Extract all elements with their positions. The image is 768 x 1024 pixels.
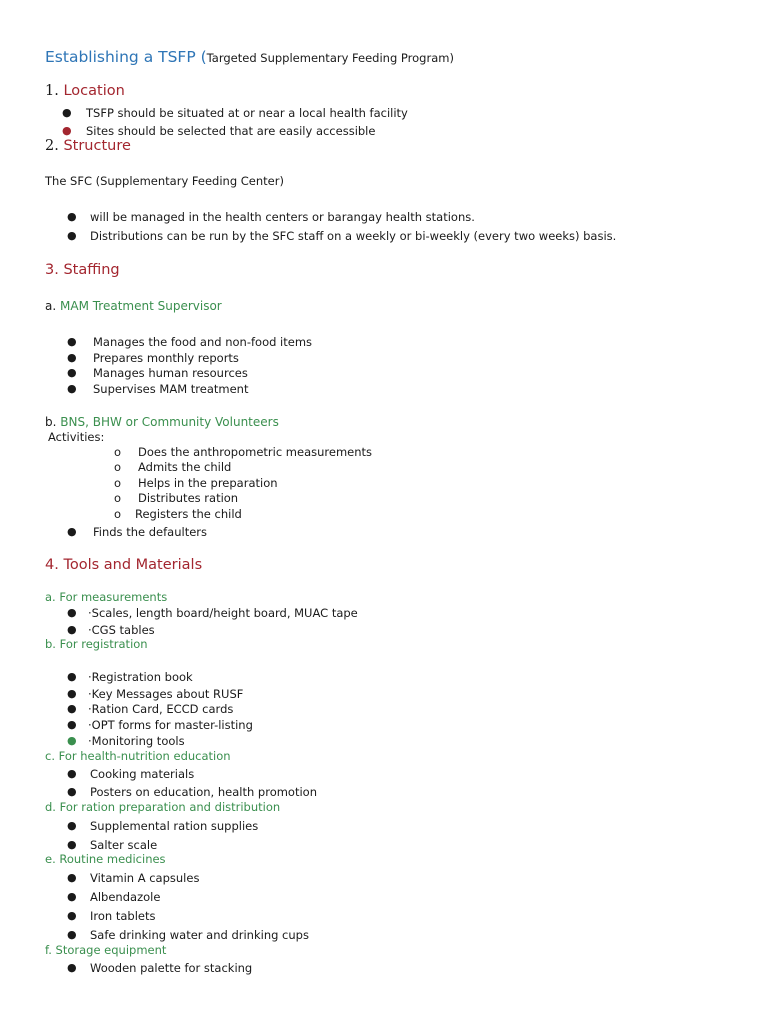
list-item: Manages human resources [93, 366, 248, 380]
bullet-icon: ● [67, 210, 77, 223]
tools-c-heading: c. For health-nutrition education [45, 749, 231, 763]
structure-heading [45, 138, 131, 154]
list-item: ·Ration Card, ECCD cards [88, 702, 234, 716]
bullet-icon: ● [67, 961, 77, 974]
list-item: Sites should be selected that are easily accessible [86, 124, 376, 138]
list-item: Registers the child [135, 507, 242, 521]
tools-a-heading: a. For measurements [45, 590, 168, 604]
staffing-a-title: MAM Treatment Supervisor [60, 299, 222, 313]
list-item: Helps in the preparation [138, 476, 278, 490]
bullet-icon: ● [67, 785, 77, 798]
bullet-icon: ● [67, 718, 77, 731]
bullet-icon: ● [67, 871, 77, 884]
bullet-icon: ● [67, 670, 77, 683]
structure-intro: The SFC (Supplementary Feeding Center) [45, 174, 284, 188]
structure-title: Structure [63, 138, 131, 154]
list-item: Albendazole [90, 890, 161, 904]
list-item: Vitamin A capsules [90, 871, 200, 885]
list-item: Wooden palette for stacking [90, 961, 253, 975]
list-item: Safe drinking water and drinking cups [90, 928, 309, 942]
list-item: Finds the defaulters [93, 525, 207, 539]
list-item: Supplemental ration supplies [90, 819, 259, 833]
staffing-b-prefix: b. [45, 415, 57, 429]
list-item: Salter scale [90, 838, 158, 852]
list-item: Cooking materials [90, 767, 195, 781]
bullet-icon: ● [67, 909, 77, 922]
structure-number: 2. [45, 138, 59, 154]
list-item: Prepares monthly reports [93, 351, 239, 365]
bullet-icon: ● [67, 525, 77, 538]
bullet-icon: ● [67, 702, 77, 715]
tools-b-heading: b. For registration [45, 637, 148, 651]
location-number: 1. [45, 83, 59, 99]
tools-f-heading: f. Storage equipment [45, 943, 167, 957]
list-item: ·Scales, length board/height board, MUAC tape [88, 606, 358, 620]
bullet-icon: ● [67, 838, 77, 851]
list-item: ·Key Messages about RUSF [88, 687, 244, 701]
list-item: Distributes ration [138, 491, 239, 505]
bullet-icon: ● [67, 687, 77, 700]
list-item: Manages the food and non-food items [93, 335, 313, 349]
circle-bullet-icon: o [114, 460, 122, 474]
location-heading [45, 83, 125, 99]
list-item: Admits the child [138, 460, 232, 474]
bullet-icon: ● [62, 124, 72, 137]
staffing-a-heading [45, 299, 222, 313]
tools-d-heading: d. For ration preparation and distribution [45, 800, 281, 814]
list-item: Supervises MAM treatment [93, 382, 249, 396]
staffing-heading: 3. Staffing [45, 262, 120, 278]
bullet-icon: ● [62, 106, 72, 119]
list-item: Posters on education, health promotion [90, 785, 318, 799]
title-paren: Targeted Supplementary Feeding Program) [206, 51, 454, 65]
title-main: Establishing a TSFP ( [45, 48, 207, 66]
list-item: ·CGS tables [88, 623, 155, 637]
bullet-icon: ● [67, 366, 77, 379]
circle-bullet-icon: o [114, 445, 122, 459]
bullet-icon: ● [67, 928, 77, 941]
location-title: Location [63, 83, 125, 99]
list-item: ·Registration book [88, 670, 193, 684]
bullet-icon: ● [67, 351, 77, 364]
list-item: Does the anthropometric measurements [138, 445, 373, 459]
bullet-icon: ● [67, 623, 77, 636]
staffing-b-heading [45, 415, 279, 429]
circle-bullet-icon: o [114, 476, 122, 490]
bullet-icon: ● [67, 890, 77, 903]
list-item: ·OPT forms for master-listing [88, 718, 253, 732]
staffing-a-prefix: a. [45, 299, 57, 313]
list-item: Distributions can be run by the SFC staff on a weekly or bi-weekly (every two weeks) basis. [90, 229, 617, 243]
bullet-icon: ● [67, 382, 77, 395]
list-item: ·Monitoring tools [88, 734, 185, 748]
activities-label: Activities: [48, 430, 105, 444]
list-item: TSFP should be situated at or near a local health facility [86, 106, 408, 120]
tools-e-heading: e. Routine medicines [45, 852, 166, 866]
circle-bullet-icon: o [114, 491, 122, 505]
bullet-icon: ● [67, 734, 77, 747]
staffing-b-title: BNS, BHW or Community Volunteers [60, 415, 279, 429]
tools-heading: 4. Tools and Materials [45, 557, 203, 573]
bullet-icon: ● [67, 606, 77, 619]
list-item: Iron tablets [90, 909, 156, 923]
circle-bullet-icon: o [114, 507, 122, 521]
bullet-icon: ● [67, 767, 77, 780]
bullet-icon: ● [67, 335, 77, 348]
bullet-icon: ● [67, 229, 77, 242]
list-item: will be managed in the health centers or barangay health stations. [90, 210, 475, 224]
bullet-icon: ● [67, 819, 77, 832]
document-title [45, 48, 454, 66]
